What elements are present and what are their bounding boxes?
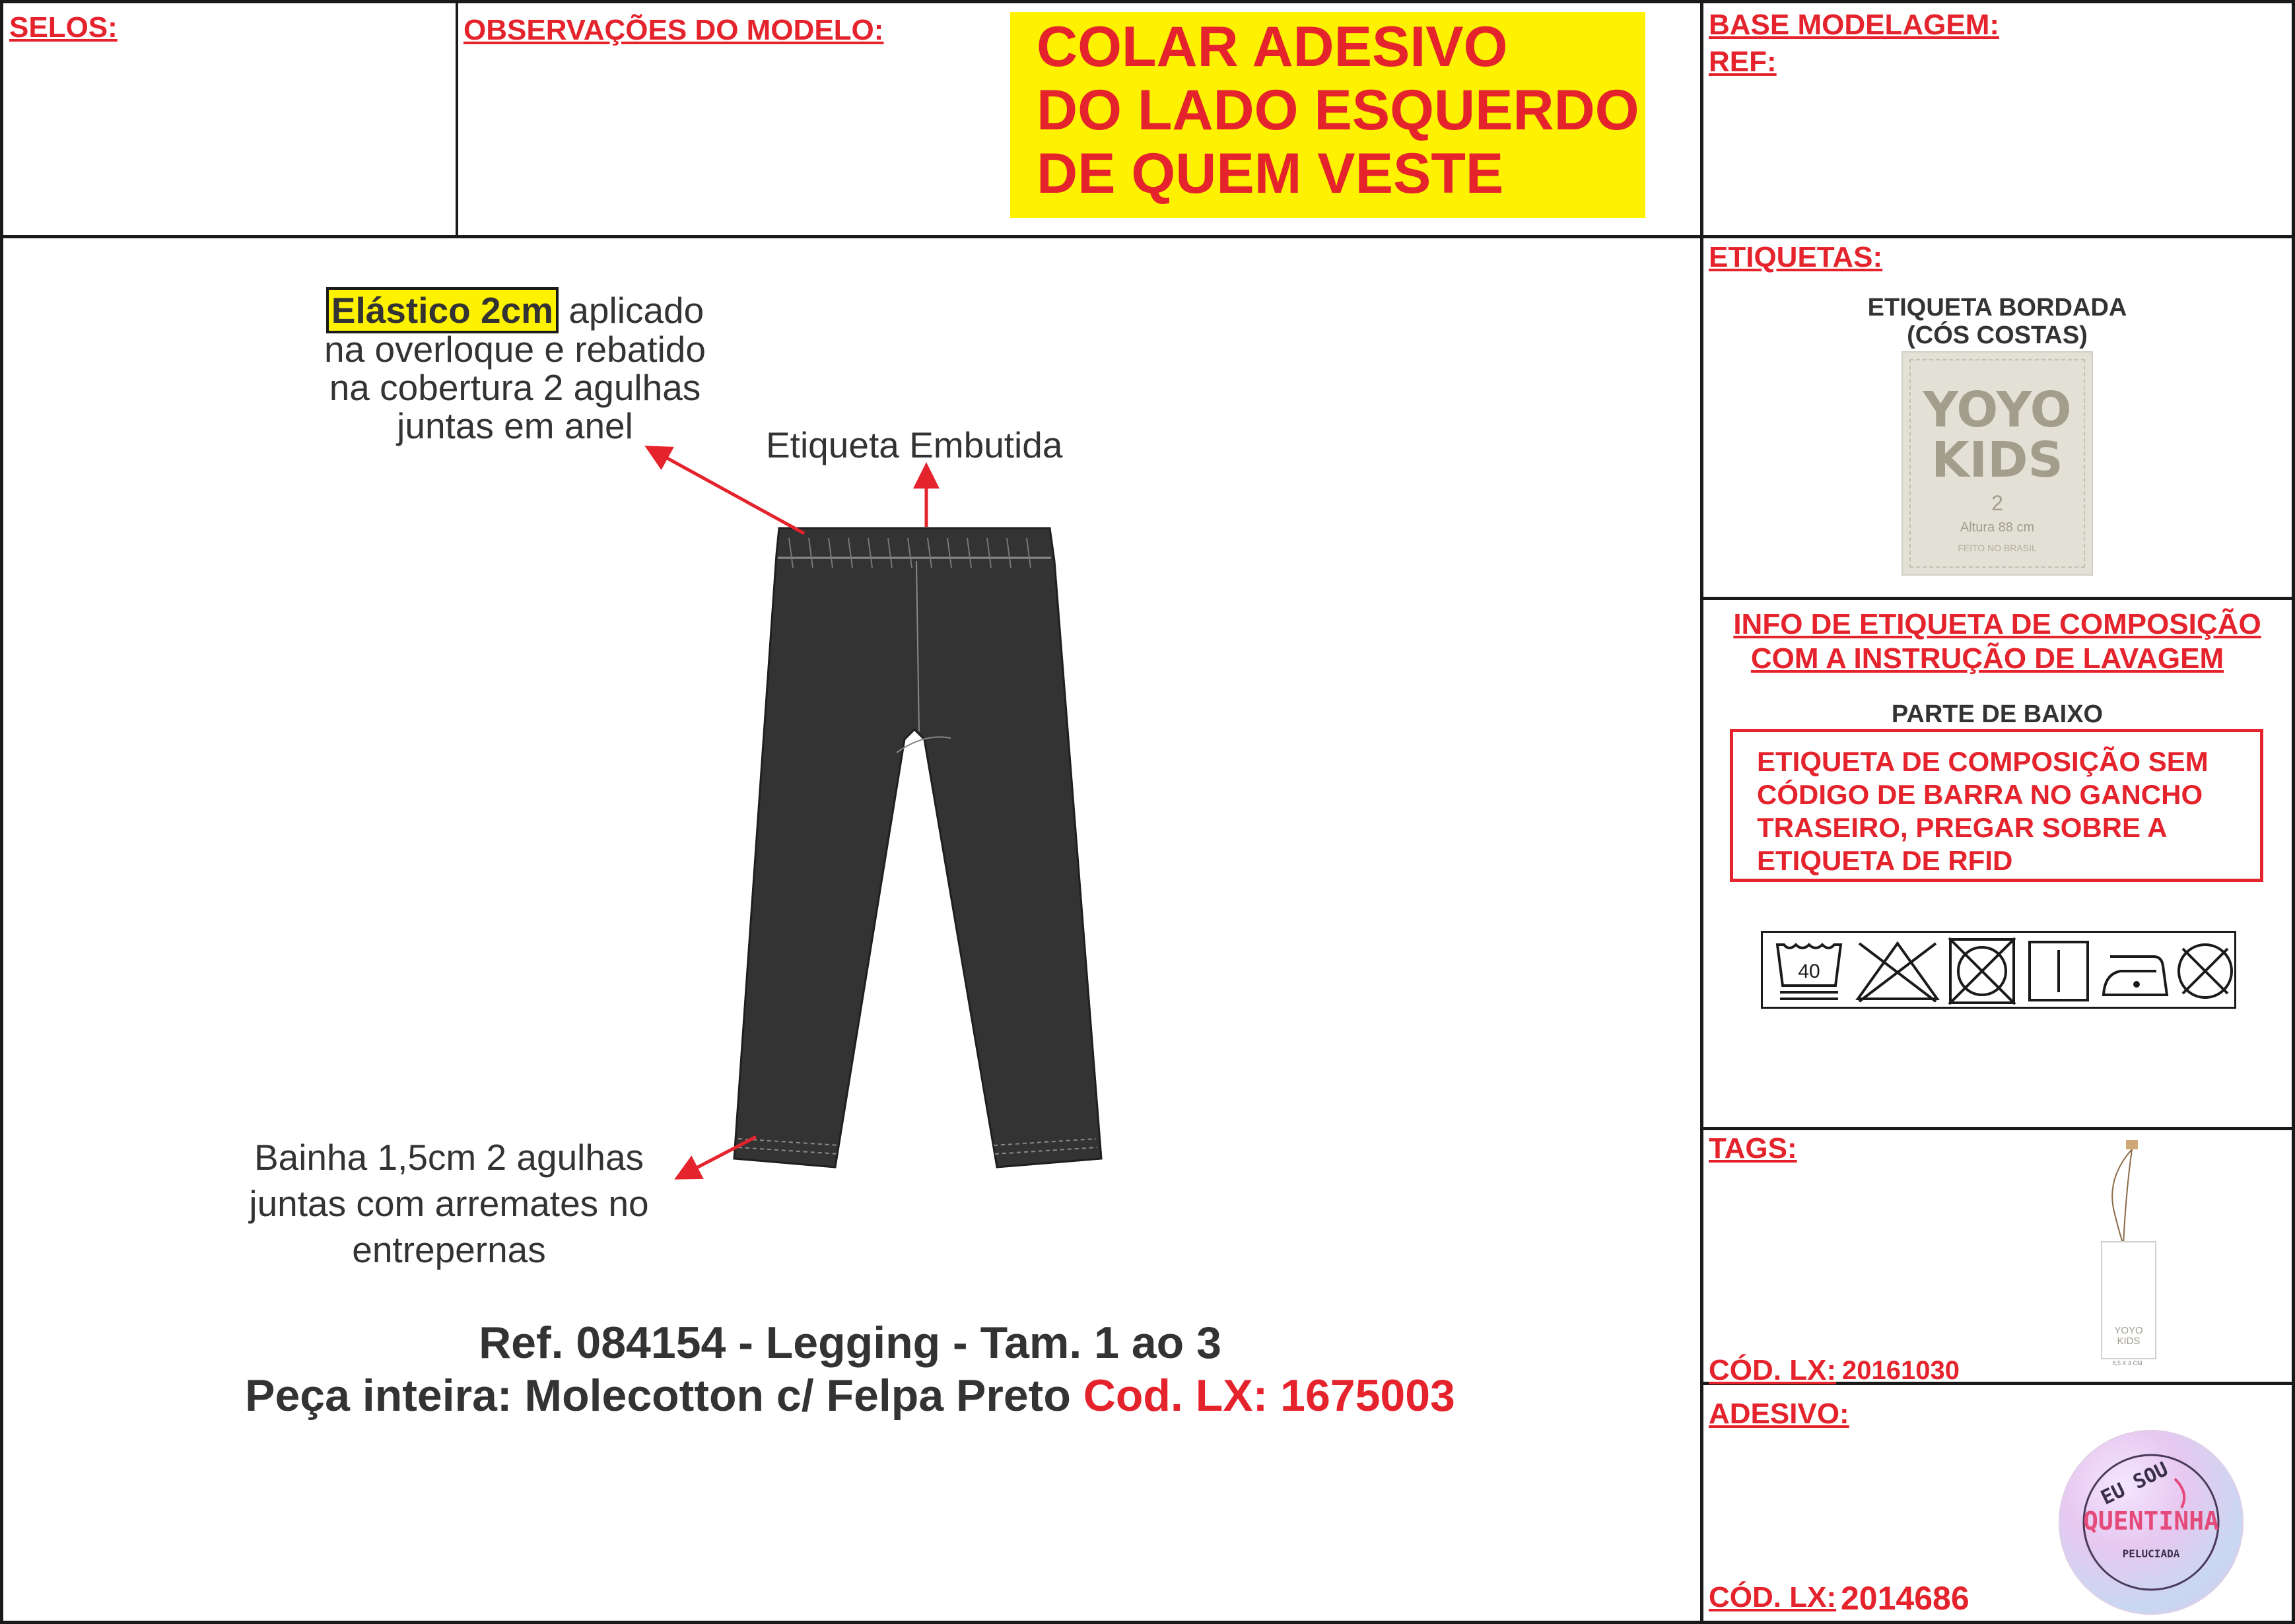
care-icons-row (1761, 931, 2236, 1009)
selos-label: SELOS: (9, 11, 118, 44)
fabric-text: Peça inteira: Molecotton c/ Felpa Preto (245, 1370, 1083, 1421)
embedded-label-note: Etiqueta Embutida (766, 424, 1063, 465)
outer-border-right (2292, 0, 2295, 1624)
composition-note-line-3: TRASEIRO, PREGAR SOBRE A (1757, 812, 2168, 843)
hem-line-2: juntas com arremates no (249, 1183, 649, 1224)
etiqueta-title-1: ETIQUETA BORDADA (1867, 294, 2127, 321)
elastic-line-4: juntas em anel (397, 405, 633, 446)
composition-note-box (1730, 729, 2263, 882)
label-height: Altura 88 cm (1960, 520, 2035, 535)
no-bleach-icon (1854, 939, 1941, 1003)
woven-label-image (1901, 351, 2093, 576)
composicao-divider (1701, 1127, 2295, 1130)
elastic-line-2: na overloque e rebatido (324, 329, 706, 370)
composicao-title-2: COM A INSTRUÇÃO DE LAVAGEM (1750, 642, 2224, 675)
tags-code-label: CÓD. LX: (1709, 1354, 1837, 1386)
hem-line-1: Bainha 1,5cm 2 agulhas (254, 1137, 644, 1178)
hang-tag-cord (2100, 1139, 2146, 1251)
hang-tag-brand-1: YOYO (2114, 1325, 2143, 1336)
observacoes-label: OBSERVAÇÕES DO MODELO: (463, 14, 884, 46)
hang-tag-brand-2: KIDS (2117, 1336, 2141, 1347)
hang-tag (2101, 1241, 2156, 1359)
fabric-line (0, 1370, 1700, 1421)
main-column-divider (1700, 0, 1703, 1624)
label-brand-1: YOYO (1923, 382, 2072, 438)
legging-illustration (734, 528, 1101, 1167)
adesivo-code-label: CÓD. LX: (1709, 1581, 1837, 1613)
fabric-code: Cod. LX: 1675003 (1083, 1370, 1455, 1421)
hem-line-3: entrepernas (352, 1229, 546, 1270)
callout-line-1: COLAR ADESIVO (1037, 15, 1508, 79)
callout-line-3: DE QUEM VESTE (1037, 142, 1504, 205)
etiqueta-title-2: (CÓS COSTAS) (1907, 321, 2088, 349)
iron-low-icon (2101, 942, 2170, 1001)
product-ref-line: Ref. 084154 - Legging - Tam. 1 ao 3 (479, 1318, 1221, 1368)
elastic-line-3: na cobertura 2 agulhas (329, 367, 701, 408)
elastic-line1-rest: aplicado (559, 290, 704, 331)
sticker-top-text: EU SOU (2097, 1458, 2172, 1510)
etiquetas-label: ETIQUETAS: (1709, 241, 1883, 273)
line-dry-icon (2026, 938, 2092, 1004)
no-dry-clean-icon (2174, 939, 2237, 1003)
hem-note (198, 1134, 700, 1273)
etiquetas-divider (1701, 597, 2295, 600)
adesivo-label: ADESIVO: (1709, 1398, 1849, 1430)
adesivo-code-value: 2014686 (1841, 1580, 1970, 1617)
wash-temp: 40 (1798, 961, 1820, 982)
no-tumble-dry-icon (1946, 935, 2018, 1007)
tags-label: TAGS: (1709, 1132, 1797, 1165)
composition-note-line-4: ETIQUETA DE RFID (1757, 845, 2013, 876)
composicao-title-1: INFO DE ETIQUETA DE COMPOSIÇÃO (1733, 608, 2261, 640)
composition-note-line-1: ETIQUETA DE COMPOSIÇÃO SEM (1757, 746, 2209, 777)
sticker-main-text: QUENTINHA (2083, 1506, 2219, 1536)
hang-tag-size: 8,5 X 4 CM (2112, 1360, 2142, 1367)
callout-line-2: DO LADO ESQUERDO (1037, 79, 1639, 142)
label-brand-2: KIDS (1931, 432, 2063, 489)
wash-40-icon (1772, 939, 1846, 1003)
composition-note-line-2: CÓDIGO DE BARRA NO GANCHO (1757, 779, 2203, 810)
label-origin: FEITO NO BRASIL (1958, 543, 2037, 553)
tags-code-value: 20161030 (1842, 1356, 1960, 1385)
sticker-image (2059, 1430, 2244, 1615)
base-modelagem-label: BASE MODELAGEM: (1709, 9, 1999, 41)
composicao-subtitle: PARTE DE BAIXO (1891, 700, 2104, 728)
elastic-note (291, 290, 739, 445)
label-size: 2 (1991, 491, 2003, 515)
elastic-highlight: Elástico 2cm (326, 287, 559, 333)
ref-label: REF: (1709, 46, 1777, 78)
sticker-bottom-text: PELUCIADA (2122, 1547, 2180, 1560)
